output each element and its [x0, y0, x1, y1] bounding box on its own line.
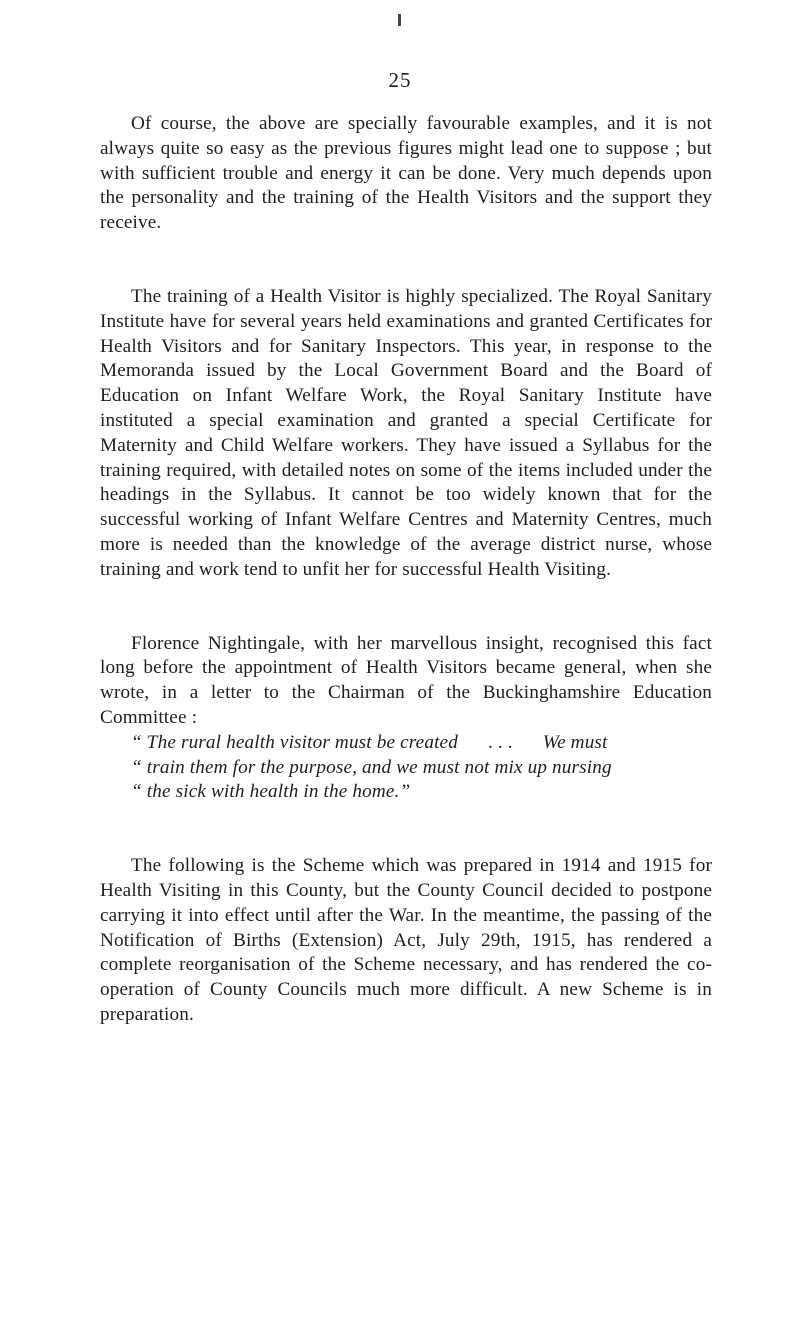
- scan-mark: [398, 14, 401, 26]
- body-text: [100, 112, 712, 1028]
- page-number: 25: [388, 68, 412, 92]
- quote-line-3: [100, 780, 712, 805]
- quote-ellipsis: . . .: [487, 731, 513, 753]
- paragraph-2: The training of a Health Visitor is highly specialized. The Royal Sanitary Institute have for several years held examinations and granted Certificates for Health Visitors and for Sanitary Inspectors. This year, in response to the Memoranda issued by the Local Government Board and the Board of Education on Infant Welfare Work, the Royal Sanitary Institute have instituted a special examination and granted a special Certificate for Maternity and Child Welfare workers. They have issued a Syllabus for the training required, with detailed notes on some of the items included under the headings in the Syllabus. It cannot be too widely known that for the successful working of Infant Welfare Centres and Maternity Centres, much more is needed than the knowledge of the average district nurse, whose training and work tend to unfit her for successful Health Visiting.: [100, 285, 712, 580]
- paragraph-3-text: Florence Nightingale, with her marvellous insight, recognised this fact long before the appointment of Health Visitors became general, when she wrote, in a letter to the Chairman of the Buckinghamshire Education Committee :: [100, 632, 712, 728]
- paragraph-4: The following is the Scheme which was prepared in 1914 and 1915 for Health Visiting in this County, but the County Council decided to postpone carrying it into effect until after the War. In the meantime, the passing of the Notification of Births (Extension) Act, July 29th, 1915, has rendered a complete reorganisation of the Scheme necessary, and has rendered the co-operation of County Councils much more difficult. A new Scheme is in preparation.: [100, 855, 712, 1025]
- quote-line-2: [100, 756, 712, 781]
- quote-line-2-text: “ train them for the purpose, and we must not mix up nursing: [131, 756, 612, 778]
- paragraph-3: [100, 632, 712, 806]
- quote-line-1: [100, 731, 712, 756]
- paragraph-1: Of course, the above are specially favourable examples, and it is not always quite so easy as the previous figures might lead one to suppose ; but with sufficient trouble and energy it can be done. Very much depends upon the personality and the training of the Health Visitors and the support they receive.: [100, 113, 712, 234]
- quote-line-3-text: “ the sick with health in the home.”: [131, 781, 411, 803]
- quote-line-1-start: “ The rural health visitor must be created: [131, 731, 458, 753]
- quote-line-1-end: We must: [542, 731, 608, 753]
